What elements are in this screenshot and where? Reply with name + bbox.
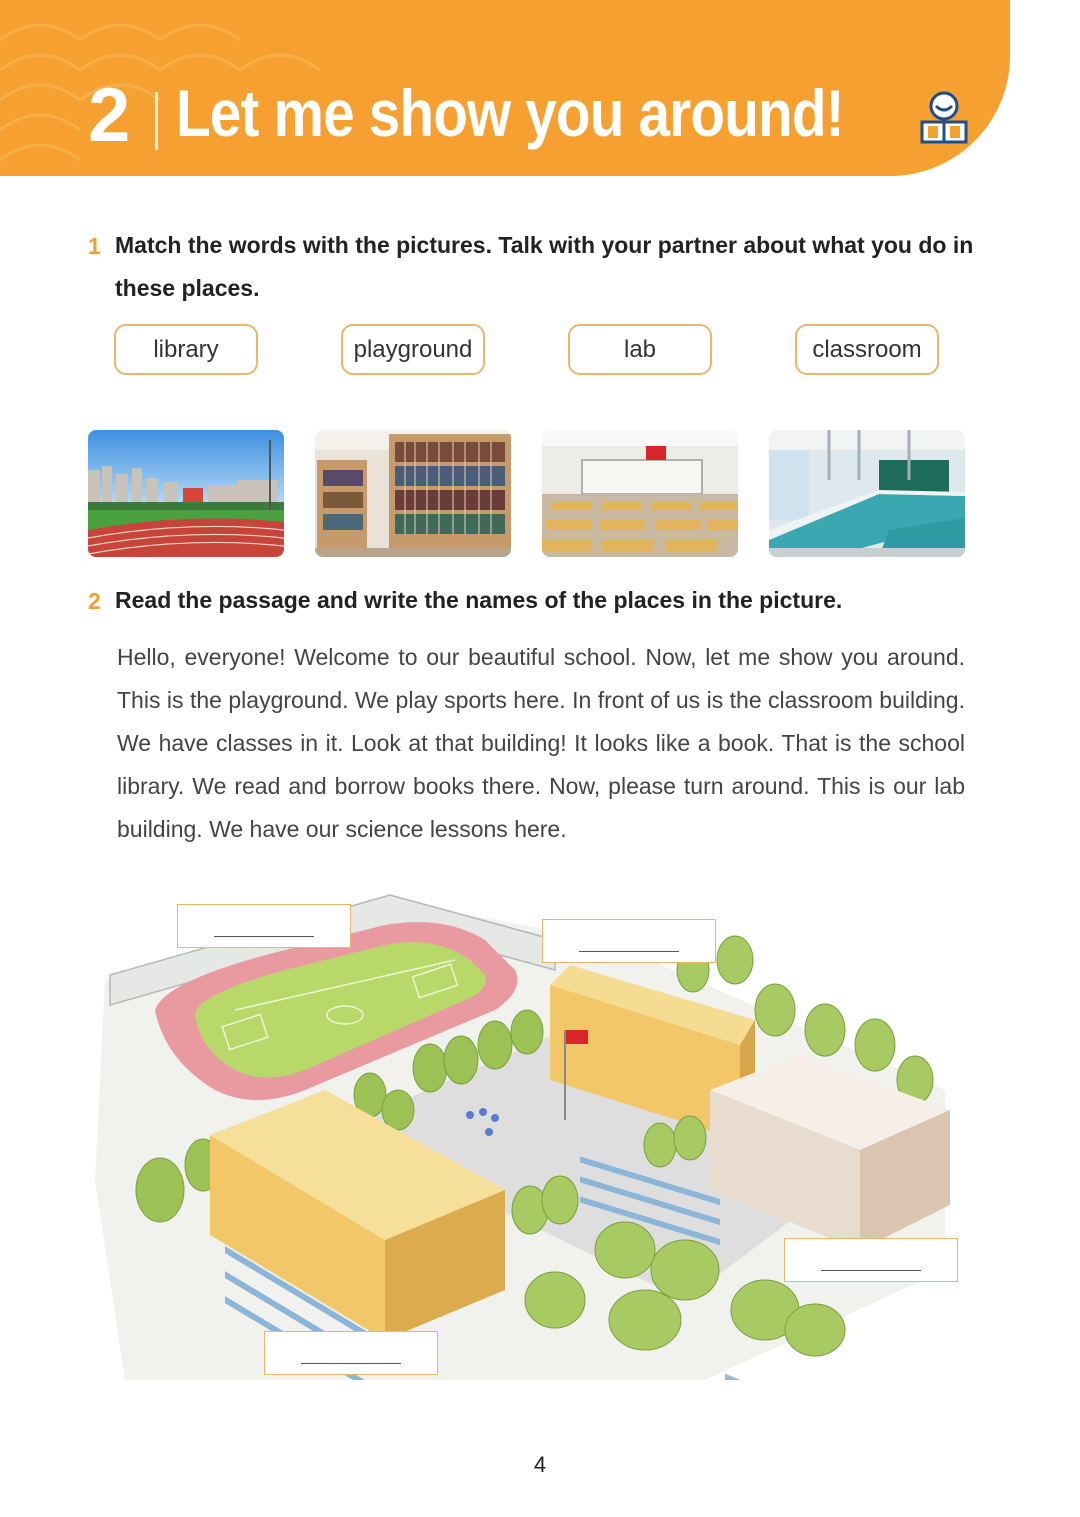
unit-title: Let me show you around! (176, 76, 844, 150)
playground-photo[interactable] (88, 430, 284, 557)
word-box-playground[interactable]: playground (341, 324, 485, 375)
library-photo[interactable] (315, 430, 511, 557)
reading-passage: Hello, everyone! Welcome to our beautiful school. Now, let me show you around. This is the playground. We play sports here. In front of us is the classroom building. We have classes in it. Look at that building! It looks like a book. That is the school library. We read and borrow books there. Now, please turn around. This is our lab building. We have our science lessons here. (117, 644, 965, 842)
answer-box-classroom-building[interactable] (542, 919, 716, 963)
answer-box-lab-building[interactable] (784, 1238, 958, 1282)
answer-blank[interactable] (301, 1363, 401, 1364)
word-box-lab[interactable]: lab (568, 324, 712, 375)
unit-number: 2 (88, 73, 131, 158)
lab-photo[interactable] (769, 430, 965, 557)
task-1-instruction: Match the words with the pictures. Talk with your partner about what you do in these places. (115, 232, 974, 301)
reading-icon (916, 90, 972, 146)
answer-blank[interactable] (579, 951, 679, 952)
word-box-library[interactable]: library (114, 324, 258, 375)
unit-header (0, 0, 1010, 176)
word-box-classroom[interactable]: classroom (795, 324, 939, 375)
classroom-photo[interactable] (542, 430, 738, 557)
answer-box-playground[interactable] (177, 904, 351, 948)
school-campus-illustration (85, 880, 965, 1380)
answer-blank[interactable] (214, 936, 314, 937)
task-2-number: 2 (88, 588, 101, 614)
task-2-instruction: Read the passage and write the names of the places in the picture. (115, 587, 843, 613)
title-divider (155, 92, 158, 150)
answer-box-library[interactable] (264, 1331, 438, 1375)
task-1-number: 1 (88, 233, 101, 259)
page-number: 4 (533, 1452, 547, 1477)
answer-blank[interactable] (821, 1270, 921, 1271)
